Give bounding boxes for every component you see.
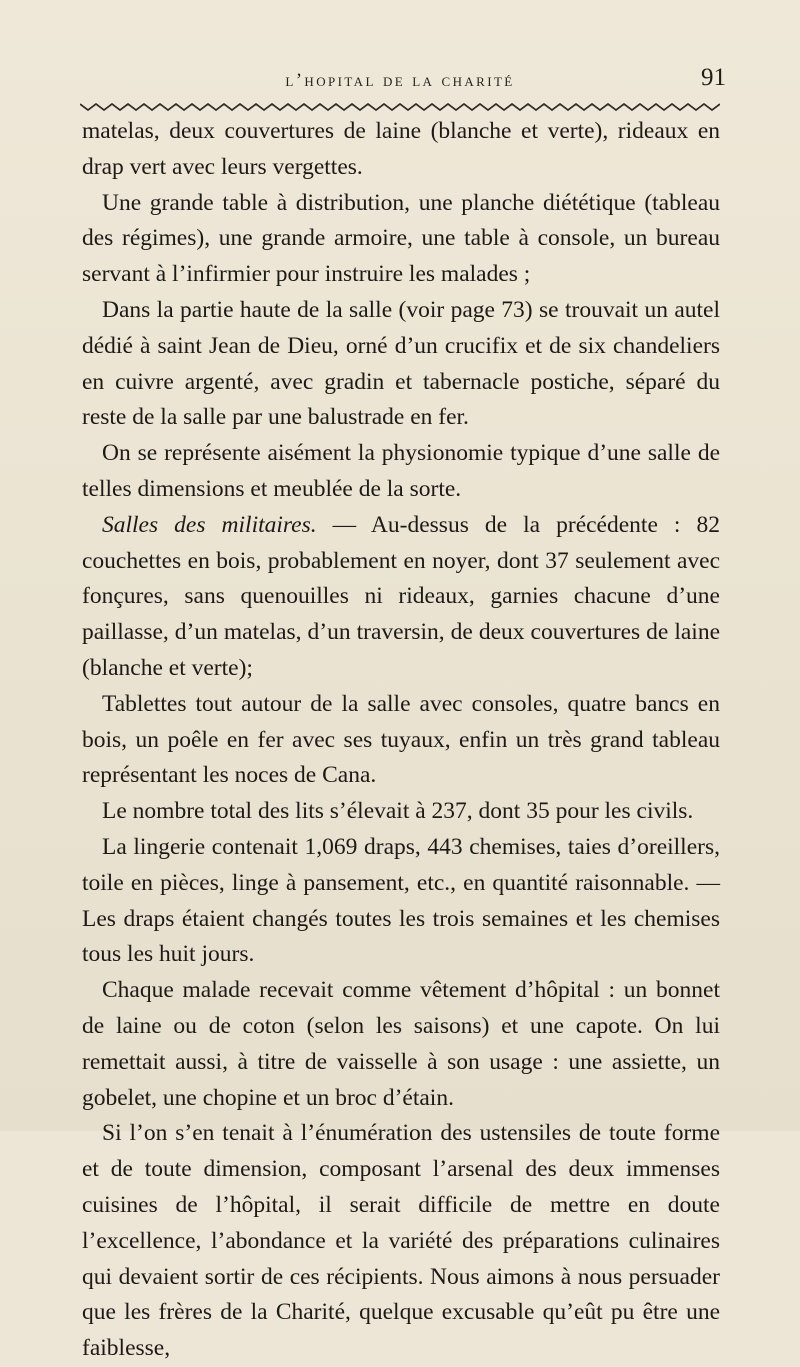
running-title: l’hopital de la charité [285, 70, 515, 91]
paragraph-7: Le nombre total des lits s’élevait à 237, dont 35 pour les civils. [102, 798, 694, 825]
running-header [74, 62, 726, 102]
section-heading-salles-militaires: Salles des militaires. [102, 511, 317, 538]
paragraph-4: On se représente aisément la physionomie typique d’une salle de telles dimensions et meublée de la sorte. [82, 440, 720, 502]
paragraph-9: Chaque malade recevait comme vêtement d’hôpital : un bonnet de laine ou de coton (selon les saisons) et une capote. On lui remettait aussi, à titre de vaisselle à son usage : une assiette, un gobelet, une chopine et un broc d’étain. [82, 977, 720, 1111]
paragraph-10: Si l’on s’en tenait à l’énumération des ustensiles de toute forme et de toute dimension, composant l’arsenal des deux immenses cuisines de l’hôpital, il serait difficile de mettre en doute l’excellence, l’abondance et la variété des préparations culinaires qui devaient sortir de ces récipients. Nous aimons à nous persuader que les frères de la Charité, quelque excusable qu’eût pu être une faiblesse, [82, 1120, 720, 1362]
paragraph-5 [82, 508, 720, 687]
paragraph-1: matelas, deux couvertures de laine (blanche et verte), rideaux en drap vert avec leurs vergettes. [82, 118, 720, 180]
paragraph-6: Tablettes tout autour de la salle avec consoles, quatre bancs en bois, un poêle en fer avec ses tuyaux, enfin un très grand tableau représentant les noces de Cana. [82, 690, 720, 789]
paragraph-5-text: — Au-dessus de la précédente : 82 couchettes en bois, probablement en noyer, dont 37 seulement avec fonçures, sans quenouilles ni rideaux, garnies chacune d’une paillasse, d’un matelas, d’un traversin, de deux couvertures de laine (blanche et verte); [82, 511, 720, 681]
paragraph-2: Une grande table à distribution, une planche diététique (tableau des régimes), une grande armoire, une table à console, un bureau servant à l’infirmier pour instruire les malades ; [82, 189, 720, 288]
page-number: 91 [701, 64, 726, 91]
paragraph-3: Dans la partie haute de la salle (voir page 73) se trouvait un autel dédié à saint Jean de Dieu, orné d’un crucifix et de six chandeliers en cuivre argenté, avec gradin et tabernacle postiche, séparé du reste de la salle par une balustrade en fer. [82, 296, 720, 431]
paragraph-8: La lingerie contenait 1,069 draps, 443 chemises, taies d’oreillers, toile en pièces, linge à pansement, etc., en quantité raisonnable. — Les draps étaient changés toutes les trois semaines et les chemises tous les huit jours. [82, 833, 720, 968]
ornamental-rule [80, 103, 720, 111]
body-text [82, 114, 720, 1367]
